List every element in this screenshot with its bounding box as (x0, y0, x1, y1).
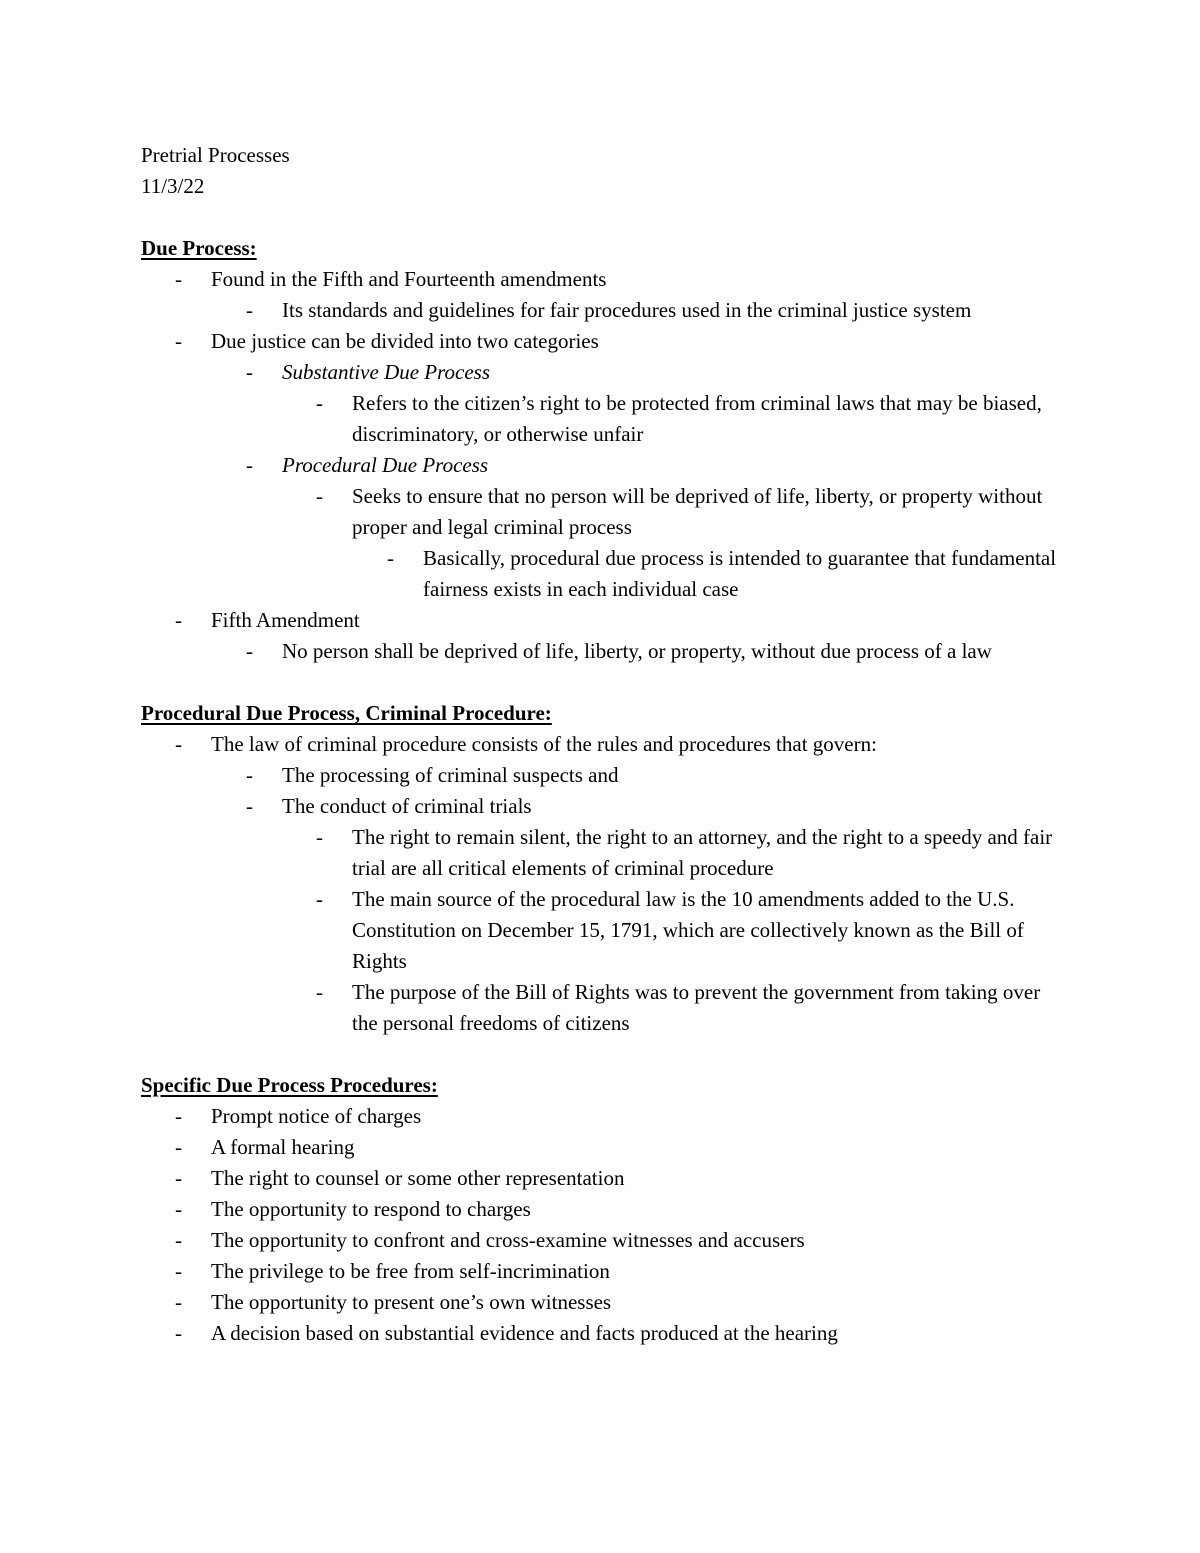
list-item-text: Basically, procedural due process is intended to guarantee that fundamental fairness exists in each individual case (423, 546, 1057, 601)
list-item-text: Prompt notice of charges (211, 1104, 422, 1128)
bullet-dash: - (316, 484, 323, 508)
bullet-dash: - (175, 1197, 182, 1221)
spacer (0, 667, 1200, 698)
bullet-dash: - (246, 298, 253, 322)
list-item (316, 481, 1067, 543)
bullet-dash: - (175, 267, 182, 291)
bullet-dash: - (316, 887, 323, 911)
document-date: 11/3/22 (141, 174, 205, 198)
notes-body (0, 233, 1200, 1349)
section (0, 233, 1200, 667)
list-item (175, 729, 1071, 760)
list-item (175, 326, 1071, 357)
list-item (175, 1256, 1071, 1287)
list-item-text: The opportunity to confront and cross-examine witnesses and accusers (211, 1228, 805, 1252)
list-item (316, 884, 1067, 977)
list-item (246, 450, 1072, 481)
list-item (246, 295, 1072, 326)
bullet-dash: - (175, 608, 182, 632)
list-item-text: Found in the Fifth and Fourteenth amendments (211, 267, 607, 291)
list-item-text: The right to remain silent, the right to an attorney, and the right to a speedy and fair trial are all critical elements of criminal procedure (352, 825, 1053, 880)
section (0, 1070, 1200, 1349)
list-item-text: No person shall be deprived of life, liberty, or property, without due process of a law (282, 639, 992, 663)
bullet-dash: - (175, 1321, 182, 1345)
list-item-text: Fifth Amendment (211, 608, 360, 632)
list-item (175, 1101, 1071, 1132)
list-item (246, 636, 1072, 667)
section-heading: Procedural Due Process, Criminal Procedure: (141, 701, 552, 725)
bullet-dash: - (246, 360, 253, 384)
document-title: Pretrial Processes (141, 143, 290, 167)
list-item-text: The privilege to be free from self-incrimination (211, 1259, 610, 1283)
list-item (175, 1287, 1071, 1318)
list-item (246, 357, 1072, 388)
list-item-text: The law of criminal procedure consists of the rules and procedures that govern: (211, 732, 877, 756)
list-item (175, 1132, 1071, 1163)
bullet-dash: - (175, 732, 182, 756)
bullet-dash: - (246, 453, 253, 477)
bullet-dash: - (316, 980, 323, 1004)
list-item-text: The main source of the procedural law is the 10 amendments added to the U.S. Constitution on December 15, 1791, which are collectively known as the Bill of Rights (352, 887, 1024, 973)
list-item (316, 977, 1067, 1039)
list-item-text: The conduct of criminal trials (282, 794, 532, 818)
bullet-dash: - (316, 825, 323, 849)
list-item-text: Substantive Due Process (282, 360, 491, 384)
list-item-text: Refers to the citizen’s right to be protected from criminal laws that may be biased, discriminatory, or otherwise unfair (352, 391, 1042, 446)
list-item-text: The opportunity to respond to charges (211, 1197, 531, 1221)
bullet-dash: - (175, 329, 182, 353)
bullet-dash: - (175, 1290, 182, 1314)
list-item (246, 760, 1072, 791)
bullet-dash: - (246, 763, 253, 787)
list-item-text: Due justice can be divided into two categories (211, 329, 599, 353)
list-item (175, 1225, 1071, 1256)
list-item (175, 264, 1071, 295)
bullet-dash: - (175, 1228, 182, 1252)
section-heading: Due Process: (141, 236, 257, 260)
bullet-dash: - (387, 546, 394, 570)
list-item-text: Procedural Due Process (282, 453, 489, 477)
list-item-text: The purpose of the Bill of Rights was to prevent the government from taking over the personal freedoms of citizens (352, 980, 1041, 1035)
list-item (175, 1318, 1071, 1349)
list-item (175, 1163, 1071, 1194)
list-item-text: A decision based on substantial evidence and facts produced at the hearing (211, 1321, 838, 1345)
list-item-text: The right to counsel or some other representation (211, 1166, 625, 1190)
bullet-dash: - (175, 1259, 182, 1283)
section-heading: Specific Due Process Procedures: (141, 1073, 438, 1097)
list-item (387, 543, 1073, 605)
spacer (0, 202, 1200, 233)
list-item (175, 1194, 1071, 1225)
list-item-text: The opportunity to present one’s own witnesses (211, 1290, 612, 1314)
list-item-text: The processing of criminal suspects and (282, 763, 619, 787)
list-item (175, 605, 1071, 636)
list-item-text: Its standards and guidelines for fair procedures used in the criminal justice system (282, 298, 972, 322)
bullet-dash: - (246, 794, 253, 818)
list-item-text: A formal hearing (211, 1135, 355, 1159)
list-item-text: Seeks to ensure that no person will be deprived of life, liberty, or property without proper and legal criminal process (352, 484, 1043, 539)
bullet-dash: - (175, 1166, 182, 1190)
bullet-dash: - (175, 1104, 182, 1128)
list-item (246, 791, 1072, 822)
section (0, 698, 1200, 1039)
bullet-dash: - (246, 639, 253, 663)
bullet-dash: - (175, 1135, 182, 1159)
bullet-dash: - (316, 391, 323, 415)
spacer (0, 1039, 1200, 1070)
list-item (316, 388, 1067, 450)
list-item (316, 822, 1067, 884)
